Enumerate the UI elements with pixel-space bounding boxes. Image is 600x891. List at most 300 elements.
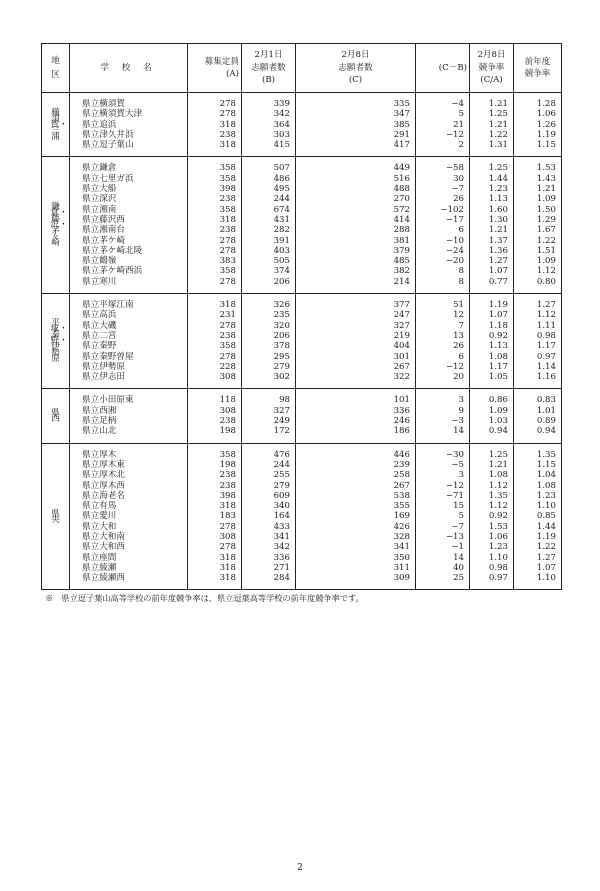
prev-year-rate-cell: 1.21 <box>514 184 562 194</box>
school-name-cell: 県立茅ケ崎 <box>70 236 188 246</box>
feb1-applicants-cell: 279 <box>242 481 296 491</box>
quota-cell: 318 <box>188 215 242 225</box>
feb1-applicants-cell: 326 <box>242 300 296 310</box>
feb1-applicants-cell: 342 <box>242 109 296 119</box>
feb1-applicants-cell: 302 <box>242 372 296 382</box>
header-diff: (C－B) <box>416 44 470 93</box>
prev-year-rate-cell: 1.35 <box>514 450 562 460</box>
difference-cell: −7 <box>416 522 470 532</box>
table-row <box>42 416 562 426</box>
feb8-applicants-cell: 488 <box>296 184 416 194</box>
feb8-applicants-cell: 258 <box>296 470 416 480</box>
prev-year-rate-cell: 0.80 <box>514 277 562 287</box>
school-name-cell: 県立深沢 <box>70 194 188 204</box>
prev-year-rate-cell: 1.11 <box>514 321 562 331</box>
competition-rate-cell: 1.09 <box>470 406 514 416</box>
quota-cell: 238 <box>188 416 242 426</box>
feb8-applicants-cell: 239 <box>296 460 416 470</box>
table-row <box>42 99 562 109</box>
feb8-applicants-cell: 309 <box>296 573 416 583</box>
difference-cell: 7 <box>416 321 470 331</box>
quota-cell: 278 <box>188 99 242 109</box>
prev-year-rate-cell: 1.01 <box>514 406 562 416</box>
competition-rate-cell: 1.22 <box>470 130 514 140</box>
competition-rate-cell: 0.92 <box>470 331 514 341</box>
school-name-cell: 県立大和 <box>70 522 188 532</box>
table-row <box>42 266 562 276</box>
competition-rate-cell: 0.97 <box>470 573 514 583</box>
quota-cell: 198 <box>188 460 242 470</box>
difference-cell: −1 <box>416 542 470 552</box>
table-row <box>42 341 562 351</box>
difference-cell: 26 <box>416 194 470 204</box>
table-row <box>42 542 562 552</box>
difference-cell: −5 <box>416 460 470 470</box>
difference-cell: 51 <box>416 300 470 310</box>
quota-cell: 278 <box>188 352 242 362</box>
feb8-applicants-cell: 350 <box>296 553 416 563</box>
prev-year-rate-cell: 1.19 <box>514 532 562 542</box>
prev-year-rate-cell: 1.14 <box>514 362 562 372</box>
competition-rate-cell: 1.31 <box>470 140 514 150</box>
feb8-applicants-cell: 414 <box>296 215 416 225</box>
competition-rate-cell: 1.12 <box>470 501 514 511</box>
feb1-applicants-cell: 609 <box>242 491 296 501</box>
feb1-applicants-cell: 303 <box>242 130 296 140</box>
table-row <box>42 194 562 204</box>
quota-cell: 278 <box>188 109 242 119</box>
prev-year-rate-cell: 1.10 <box>514 573 562 583</box>
school-name-cell: 県立綾瀬 <box>70 563 188 573</box>
school-name-cell: 県立茅ケ崎西浜 <box>70 266 188 276</box>
feb1-applicants-cell: 340 <box>242 501 296 511</box>
prev-year-rate-cell: 1.28 <box>514 99 562 109</box>
prev-year-rate-cell: 1.44 <box>514 522 562 532</box>
prev-year-rate-cell: 0.89 <box>514 416 562 426</box>
competition-rate-cell: 1.19 <box>470 300 514 310</box>
quota-cell: 358 <box>188 174 242 184</box>
prev-year-rate-cell: 0.98 <box>514 331 562 341</box>
competition-rate-cell: 1.18 <box>470 321 514 331</box>
header-quota: 募集定員 (A) <box>188 44 242 93</box>
competition-rate-cell: 0.98 <box>470 563 514 573</box>
header-area: 地 区 <box>42 44 70 93</box>
feb8-applicants-cell: 417 <box>296 140 416 150</box>
quota-cell: 278 <box>188 321 242 331</box>
table-row <box>42 310 562 320</box>
school-name-cell: 県立秦野 <box>70 341 188 351</box>
difference-cell: 13 <box>416 331 470 341</box>
prev-year-rate-cell: 1.22 <box>514 236 562 246</box>
feb1-applicants-cell: 505 <box>242 256 296 266</box>
prev-year-rate-cell: 1.43 <box>514 174 562 184</box>
quota-cell: 308 <box>188 372 242 382</box>
competition-rate-cell: 1.35 <box>470 491 514 501</box>
table-row <box>42 460 562 470</box>
school-name-cell: 県立厚木 <box>70 450 188 460</box>
competition-rate-cell: 0.77 <box>470 277 514 287</box>
feb1-applicants-cell: 486 <box>242 174 296 184</box>
prev-year-rate-cell: 1.04 <box>514 470 562 480</box>
quota-cell: 318 <box>188 300 242 310</box>
prev-year-rate-cell: 1.29 <box>514 215 562 225</box>
feb8-applicants-cell: 404 <box>296 341 416 351</box>
quota-cell: 278 <box>188 522 242 532</box>
prev-year-rate-cell: 1.06 <box>514 109 562 119</box>
competition-rate-cell: 1.13 <box>470 194 514 204</box>
feb8-applicants-cell: 449 <box>296 163 416 173</box>
feb8-applicants-cell: 341 <box>296 542 416 552</box>
prev-year-rate-cell: 1.50 <box>514 205 562 215</box>
table-row <box>42 215 562 225</box>
spacer-cell <box>70 583 188 590</box>
header-rate: 2月8日 競争率 (C/A) <box>470 44 514 93</box>
feb1-applicants-cell: 282 <box>242 225 296 235</box>
feb8-applicants-cell: 270 <box>296 194 416 204</box>
school-name-cell: 県立高浜 <box>70 310 188 320</box>
feb8-applicants-cell: 335 <box>296 99 416 109</box>
feb1-applicants-cell: 507 <box>242 163 296 173</box>
quota-cell: 228 <box>188 362 242 372</box>
school-name-cell: 県立二宮 <box>70 331 188 341</box>
table-row <box>42 522 562 532</box>
spacer-cell <box>416 583 470 590</box>
prev-year-rate-cell: 1.08 <box>514 481 562 491</box>
feb1-applicants-cell: 206 <box>242 277 296 287</box>
table-row <box>42 532 562 542</box>
feb8-applicants-cell: 246 <box>296 416 416 426</box>
prev-year-rate-cell: 0.97 <box>514 352 562 362</box>
quota-cell: 183 <box>188 511 242 521</box>
quota-cell: 398 <box>188 184 242 194</box>
table-row <box>42 236 562 246</box>
table-row <box>42 511 562 521</box>
prev-year-rate-cell: 0.85 <box>514 511 562 521</box>
quota-cell: 318 <box>188 553 242 563</box>
school-name-cell: 県立七里ガ浜 <box>70 174 188 184</box>
difference-cell: 9 <box>416 406 470 416</box>
competition-rate-cell: 1.07 <box>470 310 514 320</box>
quota-cell: 358 <box>188 450 242 460</box>
table-row <box>42 470 562 480</box>
competition-rate-cell: 1.25 <box>470 163 514 173</box>
table-row <box>42 406 562 416</box>
spacer-cell <box>470 583 514 590</box>
feb1-applicants-cell: 164 <box>242 511 296 521</box>
prev-year-rate-cell: 1.09 <box>514 194 562 204</box>
difference-cell: 6 <box>416 352 470 362</box>
prev-year-rate-cell: 1.07 <box>514 563 562 573</box>
table-row <box>42 563 562 573</box>
feb8-applicants-cell: 291 <box>296 130 416 140</box>
header-feb8: 2月8日 志願者数 (C) <box>296 44 416 93</box>
competition-rate-cell: 1.23 <box>470 542 514 552</box>
quota-cell: 238 <box>188 481 242 491</box>
prev-year-rate-cell: 1.22 <box>514 542 562 552</box>
competition-rate-cell: 1.21 <box>470 225 514 235</box>
feb1-applicants-cell: 284 <box>242 573 296 583</box>
competition-rate-cell: 1.08 <box>470 352 514 362</box>
quota-cell: 358 <box>188 205 242 215</box>
table-row <box>42 553 562 563</box>
difference-cell: 6 <box>416 225 470 235</box>
feb8-applicants-cell: 267 <box>296 481 416 491</box>
quota-cell: 318 <box>188 120 242 130</box>
difference-cell: −3 <box>416 416 470 426</box>
feb1-applicants-cell: 378 <box>242 341 296 351</box>
feb1-applicants-cell: 206 <box>242 331 296 341</box>
footnote: ※ 県立逗子葉山高等学校の前年度競争率は、県立逗葉高等学校の前年度競争率です。 <box>45 593 364 604</box>
difference-cell: −7 <box>416 184 470 194</box>
school-name-cell: 県立湘南 <box>70 205 188 215</box>
quota-cell: 278 <box>188 236 242 246</box>
table-row <box>42 450 562 460</box>
feb8-applicants-cell: 322 <box>296 372 416 382</box>
school-name-cell: 県立大和南 <box>70 532 188 542</box>
table-row <box>42 501 562 511</box>
table-row <box>42 184 562 194</box>
competition-rate-cell: 1.17 <box>470 362 514 372</box>
quota-cell: 278 <box>188 246 242 256</box>
feb8-applicants-cell: 219 <box>296 331 416 341</box>
competition-rate-cell: 1.06 <box>470 532 514 542</box>
quota-cell: 358 <box>188 341 242 351</box>
feb1-applicants-cell: 336 <box>242 553 296 563</box>
quota-cell: 231 <box>188 310 242 320</box>
header-prev-year-rate: 前年度 競争率 <box>514 44 562 93</box>
difference-cell: 8 <box>416 277 470 287</box>
feb8-applicants-cell: 446 <box>296 450 416 460</box>
difference-cell: 40 <box>416 563 470 573</box>
table-row <box>42 130 562 140</box>
difference-cell: −10 <box>416 236 470 246</box>
table-header <box>42 44 562 93</box>
school-name-cell: 県立愛川 <box>70 511 188 521</box>
feb1-applicants-cell: 244 <box>242 194 296 204</box>
school-name-cell: 県立厚木北 <box>70 470 188 480</box>
feb1-applicants-cell: 342 <box>242 542 296 552</box>
feb1-applicants-cell: 244 <box>242 460 296 470</box>
quota-cell: 238 <box>188 130 242 140</box>
area-label: 県 西 <box>51 408 69 425</box>
feb1-applicants-cell: 341 <box>242 532 296 542</box>
feb8-applicants-cell: 516 <box>296 174 416 184</box>
feb8-applicants-cell: 377 <box>296 300 416 310</box>
area-label: 平塚・秦野・伊勢原 <box>50 318 68 365</box>
school-name-cell: 県立有馬 <box>70 501 188 511</box>
quota-cell: 308 <box>188 532 242 542</box>
prev-year-rate-cell: 1.15 <box>514 140 562 150</box>
table-row <box>42 256 562 266</box>
feb1-applicants-cell: 391 <box>242 236 296 246</box>
quota-cell: 358 <box>188 163 242 173</box>
prev-year-rate-cell: 1.16 <box>514 372 562 382</box>
difference-cell: 3 <box>416 470 470 480</box>
feb8-applicants-cell: 379 <box>296 246 416 256</box>
spacer-cell <box>242 583 296 590</box>
quota-cell: 318 <box>188 563 242 573</box>
difference-cell: −12 <box>416 130 470 140</box>
quota-cell: 318 <box>188 573 242 583</box>
feb8-applicants-cell: 382 <box>296 266 416 276</box>
school-name-cell: 県立湘南台 <box>70 225 188 235</box>
table-row <box>42 395 562 405</box>
competition-rate-cell: 0.86 <box>470 395 514 405</box>
area-label: 横須賀・三浦 <box>50 107 68 142</box>
school-name-cell: 県立海老名 <box>70 491 188 501</box>
competition-rate-cell: 1.23 <box>470 184 514 194</box>
feb1-applicants-cell: 295 <box>242 352 296 362</box>
difference-cell: −58 <box>416 163 470 173</box>
feb8-applicants-cell: 385 <box>296 120 416 130</box>
quota-cell: 398 <box>188 491 242 501</box>
school-name-cell: 県立寒川 <box>70 277 188 287</box>
feb1-applicants-cell: 271 <box>242 563 296 573</box>
spacer-cell <box>188 583 242 590</box>
school-name-cell: 県立大船 <box>70 184 188 194</box>
difference-cell: 14 <box>416 426 470 436</box>
difference-cell: −24 <box>416 246 470 256</box>
feb8-applicants-cell: 347 <box>296 109 416 119</box>
feb8-applicants-cell: 186 <box>296 426 416 436</box>
table-body <box>42 93 562 590</box>
feb8-applicants-cell: 572 <box>296 205 416 215</box>
difference-cell: 5 <box>416 511 470 521</box>
feb1-applicants-cell: 433 <box>242 522 296 532</box>
school-name-cell: 県立綾瀬西 <box>70 573 188 583</box>
school-name-cell: 県立秦野曽屋 <box>70 352 188 362</box>
feb8-applicants-cell: 485 <box>296 256 416 266</box>
table-row <box>42 481 562 491</box>
feb8-applicants-cell: 426 <box>296 522 416 532</box>
area-cell <box>42 443 70 590</box>
school-name-cell: 県立座間 <box>70 553 188 563</box>
feb8-applicants-cell: 538 <box>296 491 416 501</box>
feb1-applicants-cell: 279 <box>242 362 296 372</box>
school-name-cell: 県立平塚江南 <box>70 300 188 310</box>
feb1-applicants-cell: 674 <box>242 205 296 215</box>
feb8-applicants-cell: 311 <box>296 563 416 573</box>
school-name-cell: 県立伊志田 <box>70 372 188 382</box>
competition-rate-cell: 1.53 <box>470 522 514 532</box>
difference-cell: 12 <box>416 310 470 320</box>
spacer-cell <box>514 583 562 590</box>
group-spacer <box>42 583 562 590</box>
difference-cell: −4 <box>416 99 470 109</box>
prev-year-rate-cell: 1.12 <box>514 310 562 320</box>
feb1-applicants-cell: 249 <box>242 416 296 426</box>
prev-year-rate-cell: 1.26 <box>514 120 562 130</box>
area-cell <box>42 93 70 157</box>
school-name-cell: 県立鶴嶺 <box>70 256 188 266</box>
school-name-cell: 県立伊勢原 <box>70 362 188 372</box>
difference-cell: −20 <box>416 256 470 266</box>
competition-rate-cell: 1.13 <box>470 341 514 351</box>
quota-cell: 238 <box>188 331 242 341</box>
quota-cell: 278 <box>188 542 242 552</box>
table-row <box>42 426 562 436</box>
feb1-applicants-cell: 98 <box>242 395 296 405</box>
feb8-applicants-cell: 327 <box>296 321 416 331</box>
quota-cell: 238 <box>188 470 242 480</box>
table-row <box>42 140 562 150</box>
prev-year-rate-cell: 0.94 <box>514 426 562 436</box>
prev-year-rate-cell: 1.19 <box>514 130 562 140</box>
competition-rate-cell: 1.05 <box>470 372 514 382</box>
prev-year-rate-cell: 1.27 <box>514 553 562 563</box>
table-row <box>42 331 562 341</box>
feb8-applicants-cell: 355 <box>296 501 416 511</box>
difference-cell: −102 <box>416 205 470 215</box>
feb1-applicants-cell: 403 <box>242 246 296 256</box>
school-name-cell: 県立横須賀大津 <box>70 109 188 119</box>
school-name-cell: 県立津久井浜 <box>70 130 188 140</box>
prev-year-rate-cell: 0.83 <box>514 395 562 405</box>
feb1-applicants-cell: 235 <box>242 310 296 320</box>
competition-rate-cell: 1.12 <box>470 481 514 491</box>
difference-cell: 26 <box>416 341 470 351</box>
table-row <box>42 362 562 372</box>
table-row <box>42 573 562 583</box>
feb1-applicants-cell: 172 <box>242 426 296 436</box>
difference-cell: 30 <box>416 174 470 184</box>
competition-rate-cell: 1.36 <box>470 246 514 256</box>
school-name-cell: 県立藤沢西 <box>70 215 188 225</box>
difference-cell: 21 <box>416 120 470 130</box>
table-row <box>42 120 562 130</box>
school-name-cell: 県立茅ケ崎北陵 <box>70 246 188 256</box>
prev-year-rate-cell: 1.09 <box>514 256 562 266</box>
feb1-applicants-cell: 431 <box>242 215 296 225</box>
school-name-cell: 県立足柄 <box>70 416 188 426</box>
area-cell <box>42 157 70 294</box>
table-row <box>42 352 562 362</box>
feb1-applicants-cell: 255 <box>242 470 296 480</box>
quota-cell: 358 <box>188 266 242 276</box>
prev-year-rate-cell: 1.10 <box>514 501 562 511</box>
difference-cell: −30 <box>416 450 470 460</box>
quota-cell: 238 <box>188 194 242 204</box>
difference-cell: 25 <box>416 573 470 583</box>
document-body <box>41 43 561 604</box>
competition-rate-cell: 1.30 <box>470 215 514 225</box>
difference-cell: −13 <box>416 532 470 542</box>
competition-rate-cell: 0.92 <box>470 511 514 521</box>
quota-cell: 238 <box>188 225 242 235</box>
table-row <box>42 246 562 256</box>
competition-rate-cell: 0.94 <box>470 426 514 436</box>
quota-cell: 318 <box>188 501 242 511</box>
competition-rate-cell: 1.21 <box>470 460 514 470</box>
feb1-applicants-cell: 374 <box>242 266 296 276</box>
difference-cell: 15 <box>416 501 470 511</box>
prev-year-rate-cell: 1.51 <box>514 246 562 256</box>
feb8-applicants-cell: 301 <box>296 352 416 362</box>
difference-cell: −71 <box>416 491 470 501</box>
prev-year-rate-cell: 1.53 <box>514 163 562 173</box>
table-row <box>42 109 562 119</box>
header-feb1: 2月1日 志願者数 (B) <box>242 44 296 93</box>
school-name-cell: 県立大磯 <box>70 321 188 331</box>
area-cell <box>42 389 70 443</box>
competition-rate-cell: 1.60 <box>470 205 514 215</box>
prev-year-rate-cell: 1.27 <box>514 300 562 310</box>
feb8-applicants-cell: 336 <box>296 406 416 416</box>
feb8-applicants-cell: 288 <box>296 225 416 235</box>
competition-rate-cell: 1.21 <box>470 99 514 109</box>
quota-cell: 383 <box>188 256 242 266</box>
header-school: 学 校 名 <box>70 44 188 93</box>
